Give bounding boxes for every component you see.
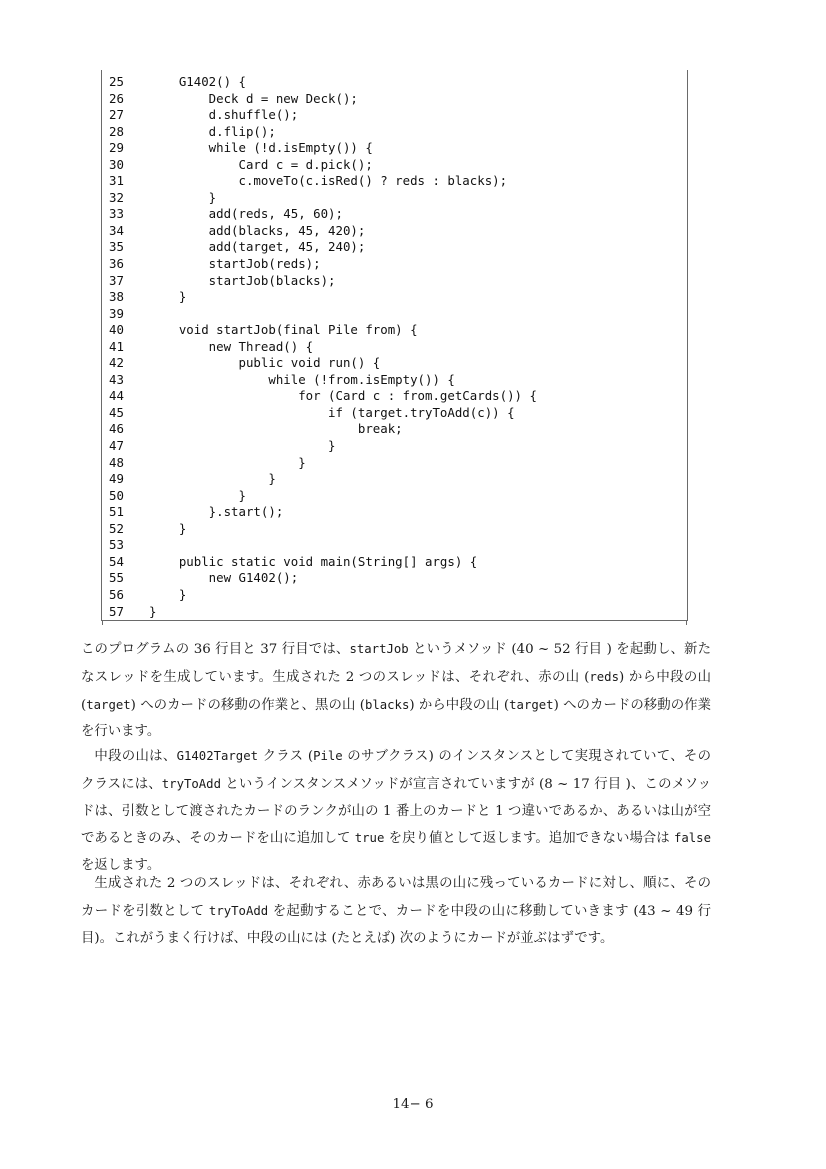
code-line <box>109 388 537 405</box>
code-line <box>109 239 537 256</box>
line-number: 50 <box>109 487 124 503</box>
line-number: 38 <box>109 289 124 305</box>
inline-code: Pile <box>313 749 343 763</box>
code-line <box>109 74 537 91</box>
line-number: 30 <box>109 156 124 172</box>
code-text: add(blacks, 45, 420); <box>149 222 366 238</box>
line-number: 51 <box>109 504 124 520</box>
page-number: 14− 6 <box>392 1097 434 1112</box>
text-segment: ) へのカードの移動の作業と、黒の山 ( <box>130 697 365 713</box>
code-text: } <box>149 438 336 454</box>
inline-code: G1402Target <box>176 749 259 763</box>
code-line <box>109 140 537 157</box>
line-number: 48 <box>109 454 124 470</box>
code-line <box>109 107 537 124</box>
line-number: 42 <box>109 355 124 371</box>
code-text: } <box>149 520 187 536</box>
line-number: 57 <box>109 603 124 619</box>
code-line <box>109 587 537 604</box>
code-text: G1402() { <box>149 74 246 89</box>
code-text: break; <box>149 421 403 437</box>
code-line <box>109 91 537 108</box>
inline-code: startJob <box>349 642 409 656</box>
code-text: public static void main(String[] args) { <box>149 553 478 569</box>
code-text: startJob(blacks); <box>149 272 336 288</box>
inline-code: true <box>354 831 385 846</box>
line-number: 34 <box>109 222 124 238</box>
inline-code: target <box>509 697 554 712</box>
paragraph-text <box>81 636 711 746</box>
code-text: d.shuffle(); <box>149 107 299 123</box>
line-number: 33 <box>109 206 124 222</box>
code-text: Card c = d.pick(); <box>149 156 373 172</box>
code-line <box>109 339 537 356</box>
code-line <box>109 438 537 455</box>
line-number: 43 <box>109 371 124 387</box>
text-segment: ) から中段の山 ( <box>409 697 510 713</box>
code-text: } <box>149 586 187 602</box>
code-line <box>109 124 537 141</box>
line-number: 56 <box>109 586 124 602</box>
inline-code: false <box>673 831 711 846</box>
code-text: startJob(reds); <box>149 256 321 272</box>
text-segment: このプログラムの 36 行目と 37 行目では、 <box>81 642 350 657</box>
code-text: while (!d.isEmpty()) { <box>149 140 373 156</box>
paragraph-3 <box>81 871 711 952</box>
paragraph-text <box>81 743 711 880</box>
code-line <box>109 537 537 554</box>
code-text: } <box>149 603 157 619</box>
line-number: 32 <box>109 189 124 205</box>
code-line <box>109 322 537 339</box>
code-line <box>109 256 537 273</box>
code-line <box>109 521 537 538</box>
code-line <box>109 355 537 372</box>
code-text: } <box>149 471 276 487</box>
code-line <box>109 488 537 505</box>
code-lines <box>109 74 537 620</box>
inline-code: blacks <box>364 697 410 712</box>
inline-code: tryToAdd <box>161 776 221 791</box>
code-text: } <box>149 454 306 470</box>
line-number: 52 <box>109 520 124 536</box>
paragraph-text <box>81 871 711 952</box>
text-segment: を起動することで、カードを中段の山に移動していきます (43 ~ 49 行目)。これがうまく行けば、中段の山には (たとえば) 次のようにカードが並ぶはずです。 <box>81 903 711 946</box>
text-segment: 生成された 2 つのスレッドは、それぞれ、赤あるいは黒の山に残っているカードに対し、順に、そのカードを引数として <box>81 876 711 919</box>
code-line <box>109 504 537 521</box>
text-segment: というメソッド (40 ~ 52 行目 ) を起動し、新たなスレッドを生成しています。生成された 2 つのスレッドは、それぞれ、赤の山 ( <box>81 642 711 685</box>
code-line <box>109 223 537 240</box>
code-text: while (!from.isEmpty()) { <box>149 371 455 387</box>
code-listing <box>101 70 688 621</box>
line-number: 55 <box>109 570 124 586</box>
code-text: if (target.tryToAdd(c)) { <box>149 404 515 420</box>
line-number: 40 <box>109 322 124 338</box>
text-segment: というインスタンスメソッドが宣言されていますが (8 ~ 17 行目 )、このメソッドは、引数として渡されたカードのランクが山の 1 番上のカードと 1 つ違いであるか、あるいは山が空であるときのみ、そのカードを山に追加して <box>81 776 711 847</box>
code-text: Deck d = new Deck(); <box>149 90 358 106</box>
code-line <box>109 289 537 306</box>
line-number: 45 <box>109 404 124 420</box>
text-segment: ) から中段の山 ( <box>81 669 711 713</box>
line-number: 53 <box>109 537 124 553</box>
code-text: new Thread() { <box>149 338 314 354</box>
text-segment: クラス ( <box>258 749 314 764</box>
line-number: 44 <box>109 388 124 404</box>
code-text: } <box>149 189 217 205</box>
line-number: 27 <box>109 107 124 123</box>
code-line <box>109 405 537 422</box>
line-number: 28 <box>109 123 124 139</box>
text-segment: ) へのカードの移動の作業を行います。 <box>81 697 711 740</box>
paragraph-2 <box>81 743 711 880</box>
inline-code: tryToAdd <box>208 903 269 918</box>
line-number: 41 <box>109 338 124 354</box>
code-text: add(reds, 45, 60); <box>149 206 343 222</box>
line-number: 29 <box>109 140 124 156</box>
line-number: 36 <box>109 256 124 272</box>
code-line <box>109 173 537 190</box>
line-number: 26 <box>109 90 124 106</box>
code-line <box>109 604 537 621</box>
code-line <box>109 471 537 488</box>
code-text: public void run() { <box>149 355 381 371</box>
code-text: d.flip(); <box>149 123 276 139</box>
text-segment: 中段の山は、 <box>94 749 177 764</box>
line-number: 25 <box>109 74 124 89</box>
line-number: 54 <box>109 553 124 569</box>
code-line <box>109 421 537 438</box>
inline-code: target <box>86 697 131 712</box>
code-line <box>109 455 537 472</box>
line-number: 39 <box>109 305 124 321</box>
line-number: 37 <box>109 272 124 288</box>
code-line <box>109 554 537 571</box>
code-line <box>109 306 537 323</box>
code-line <box>109 157 537 174</box>
line-number: 46 <box>109 421 124 437</box>
text-segment: を戻り値として返します。追加できない場合は <box>384 831 674 847</box>
paragraph-1 <box>81 636 711 746</box>
code-line <box>109 273 537 290</box>
code-line <box>109 206 537 223</box>
line-number: 47 <box>109 438 124 454</box>
code-text: }.start(); <box>149 504 284 520</box>
code-text: new G1402(); <box>149 570 299 586</box>
code-text: void startJob(final Pile from) { <box>149 322 418 338</box>
line-number: 49 <box>109 471 124 487</box>
code-line <box>109 372 537 389</box>
code-text: c.moveTo(c.isRed() ? reds : blacks); <box>149 173 508 189</box>
text-segment: を返します。 <box>81 858 161 874</box>
code-line <box>109 570 537 587</box>
code-text: add(target, 45, 240); <box>149 239 366 255</box>
line-number: 31 <box>109 173 124 189</box>
code-text: } <box>149 487 246 503</box>
line-number: 35 <box>109 239 124 255</box>
code-line <box>109 190 537 207</box>
code-text: } <box>149 289 187 305</box>
code-text: for (Card c : from.getCards()) { <box>149 388 537 404</box>
text-segment: のサブクラス) のインスタンスとして実現されていて、そのクラスには、 <box>81 749 711 792</box>
inline-code: reds <box>589 669 619 684</box>
